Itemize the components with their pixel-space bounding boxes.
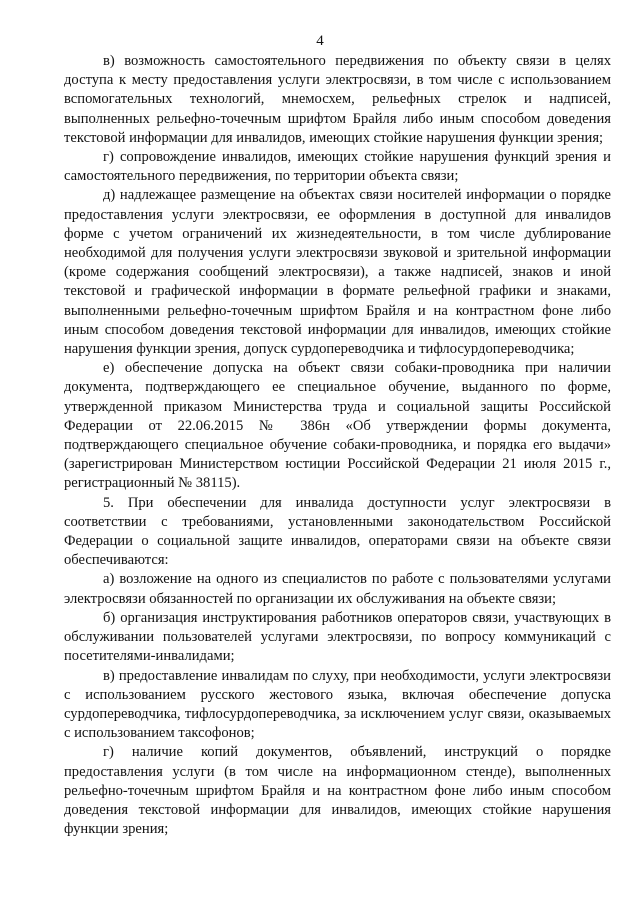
paragraph-d-information: д) надлежащее размещение на объектах связи носителей информации о порядке предоставления услуги электросвязи, ее оформления в доступной для инвалидов форме с учетом ограничений их жизнедеятельности, в том числе дублирование необходимой для получения услуги электросвязи звуковой и зрительной информации (кроме содержания сообщений электросвязи), а также надписей, знаков и иной текстовой и графической информации в формате рельефной графики и знаками, выполненными рельефно-точечным шрифтом Брайля и на контрастном фоне либо иным способом доведения текстовой информации для инвалидов, имеющих стойкие нарушения функции зрения, допуск сурдопереводчика и тифлосурдопереводчика; (64, 187, 611, 358)
paragraph-b-instruction: б) организация инструктирования работников операторов связи, участвующих в обслуживании пользователей услугами электросвязи, по вопросу коммуникаций с посетителями-инвалидами; (64, 609, 611, 665)
paragraph-a-specialist: а) возложение на одного из специалистов по работе с пользователями услугами электросвязи обязанностей по организации их обслуживания на объекте связи; (64, 571, 611, 607)
paragraph-v-sign-language: в) предоставление инвалидам по слуху, при необходимости, услуги электросвязи с использованием русского жестового языка, включая обеспечение допуска сурдопереводчика, тифлосурдопереводчика, за исключением услуг связи, оказываемых с использованием таксофонов; (64, 667, 611, 742)
paragraph-g-escort: г) сопровождение инвалидов, имеющих стойкие нарушения функций зрения и самостоятельного передвижения, по территории объекта связи; (64, 149, 611, 185)
paragraph-g-documents: г) наличие копий документов, объявлений, инструкций о порядке предоставления услуги (в том числе на информационном стенде), выполненных рельефно-точечным шрифтом Брайля и на контрастном фоне либо иным способом доведения текстовой информации для инвалидов, имеющих стойкие нарушения функции зрения; (64, 744, 611, 838)
page-number: 4 (316, 33, 324, 49)
paragraph-v-access: в) возможность самостоятельного передвижения по объекту связи в целях доступа к месту предоставления услуги электросвязи, в том числе с использованием вспомогательных технологий, мнемосхем, рельефных стрелок и надписей, выполненных рельефно-точечным шрифтом Брайля либо иным способом доведения текстовой информации для инвалидов, имеющих стойкие нарушения функции зрения; (64, 53, 611, 146)
document-body (64, 52, 611, 839)
paragraph-e-guide-dog: е) обеспечение допуска на объект связи собаки-проводника при наличии документа, подтверждающего ее специальное обучение, выданного по форме, утвержденной приказом Министерства труда и социальной защиты Российской Федерации от 22.06.2015 № 386н «Об утверждении формы документа, подтверждающего специальное обучение собаки-проводника, и порядка его выдачи» (зарегистрирован Министерством юстиции Российской Федерации 21 июля 2015 г., регистрационный № 38115). (64, 360, 611, 492)
paragraph-5-operators: 5. При обеспечении для инвалида доступности услуг электросвязи в соответствии с требованиями, установленными законодательством Российской Федерации о социальной защите инвалидов, операторами связи на объекте связи обеспечиваются: (64, 494, 611, 569)
